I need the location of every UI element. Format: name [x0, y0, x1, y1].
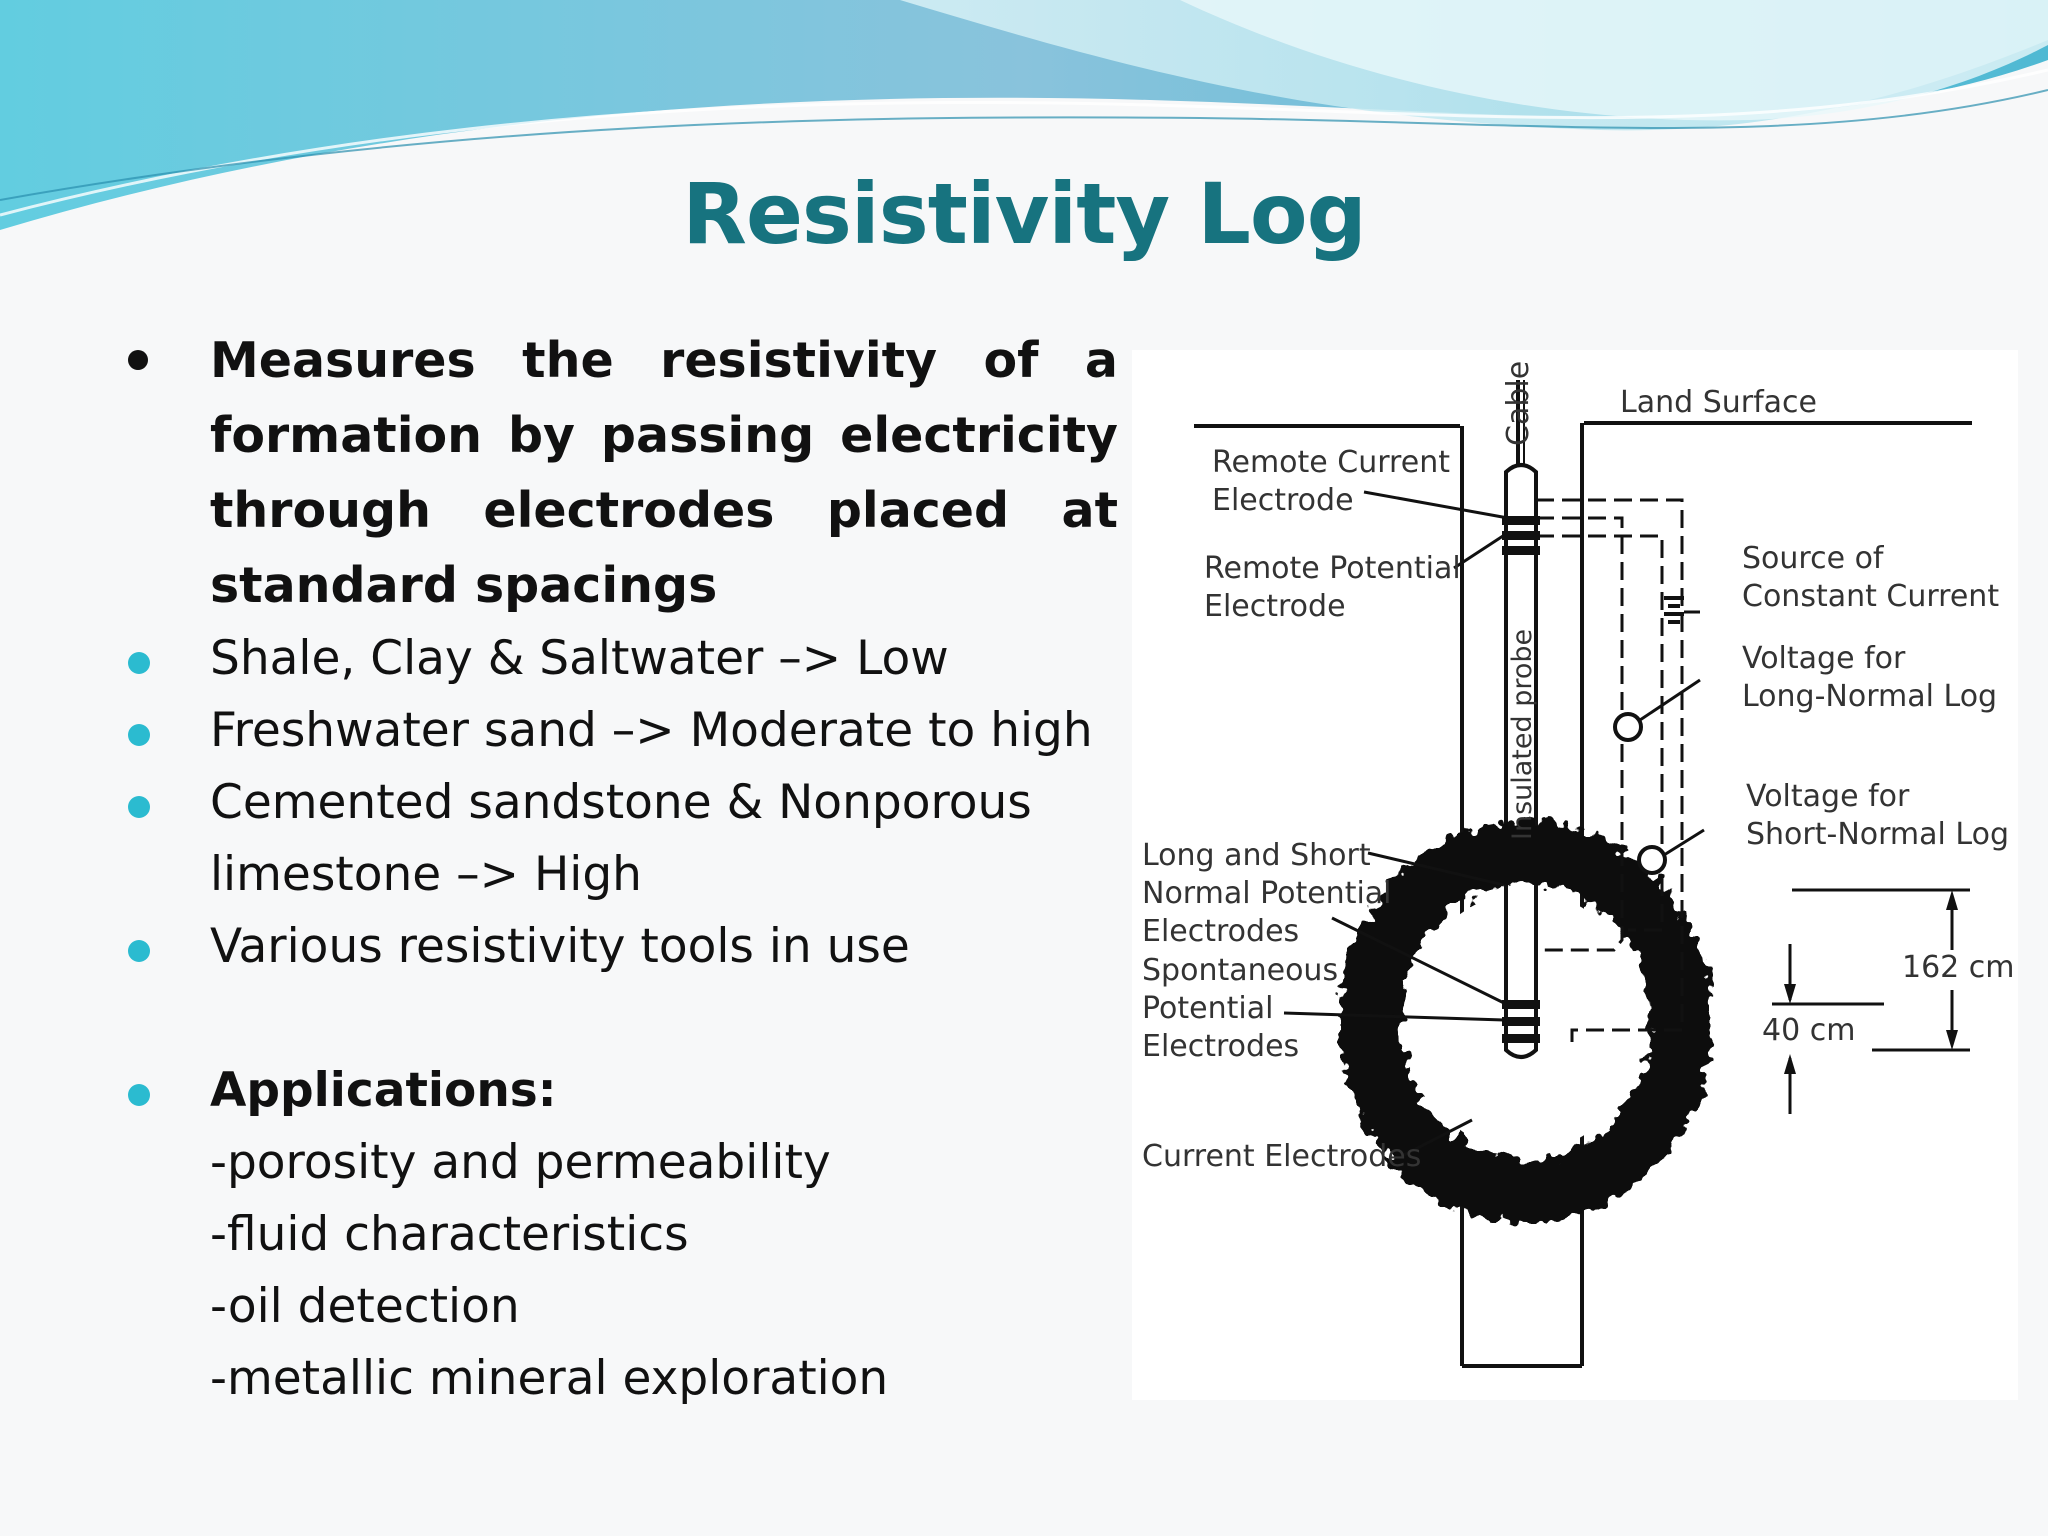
short-normal-voltmeter-icon — [1639, 847, 1665, 873]
applications-heading: Applications: — [210, 1063, 557, 1118]
bullet-dot — [128, 350, 148, 370]
applications-heading-item — [128, 1055, 1118, 1127]
long-short-label: Long and Short — [1142, 838, 1371, 873]
spacer — [128, 983, 1118, 1055]
electrode-band — [1502, 546, 1540, 555]
application-item: -metallic mineral exploration — [210, 1351, 889, 1406]
sp-label: Potential — [1142, 991, 1274, 1026]
land-surface-label: Land Surface — [1620, 385, 1817, 420]
remote-potential-label: Remote Potential — [1204, 551, 1461, 586]
short-normal-label: Short-Normal Log — [1746, 817, 2009, 852]
application-item: -porosity and permeability — [210, 1135, 831, 1190]
current-electrode-band — [1502, 1034, 1540, 1043]
bullet-text: Freshwater sand –> Moderate to high — [210, 703, 1093, 758]
bullet-item — [128, 623, 1118, 695]
bullet-dot — [128, 796, 150, 818]
application-item: -oil detection — [210, 1279, 520, 1334]
source-label: Source of — [1742, 541, 1884, 576]
bullet-text: Shale, Clay & Saltwater –> Low — [210, 631, 949, 686]
cable-label: Cable — [1501, 360, 1536, 446]
sp-label: Spontaneous — [1142, 953, 1339, 988]
bullet-text: Various resistivity tools in use — [210, 919, 910, 974]
bullet-item — [128, 695, 1118, 767]
bullet-text: Cemented sandstone & Nonporous limestone –> High — [210, 775, 1032, 902]
long-normal-label: Long-Normal Log — [1742, 679, 1998, 714]
long-short-label: Electrodes — [1142, 914, 1300, 949]
bullet-text: Measures the resistivity of a formation by passing electricity through electrodes placed at standard spacings — [210, 332, 1118, 614]
insulated-probe-label: Insulated probe — [1507, 628, 1538, 840]
slide-title: Resistivity Log — [682, 165, 1366, 263]
bullet-item — [128, 911, 1118, 983]
remote-current-label: Remote Current — [1212, 445, 1450, 480]
bullet-list — [128, 323, 1118, 1415]
bullet-dot — [128, 652, 150, 674]
sp-electrode-band — [1502, 1017, 1540, 1026]
current-electrodes-label: Current Electrodes — [1142, 1139, 1422, 1174]
dimension-40-label: 40 cm — [1762, 1013, 1856, 1048]
short-normal-label: Voltage for — [1746, 779, 1910, 814]
sp-electrode-band — [1502, 1000, 1540, 1009]
remote-potential-label: Electrode — [1204, 589, 1346, 624]
dimension-162-label: 162 cm — [1902, 950, 2015, 985]
bullet-dot — [128, 1084, 150, 1106]
long-short-label: Normal Potential — [1142, 876, 1392, 911]
application-item: -fluid characteristics — [210, 1207, 689, 1262]
remote-potential-electrode-band — [1502, 531, 1540, 540]
bullet-dot — [128, 940, 150, 962]
long-normal-label: Voltage for — [1742, 641, 1906, 676]
sp-label: Electrodes — [1142, 1029, 1300, 1064]
resistivity-log-diagram — [1132, 350, 2018, 1400]
bullet-dot — [128, 724, 150, 746]
source-label: Constant Current — [1742, 579, 2000, 614]
remote-current-label: Electrode — [1212, 483, 1354, 518]
long-normal-voltmeter-icon — [1615, 714, 1641, 740]
bullet-item — [128, 767, 1118, 911]
bullet-item — [128, 323, 1118, 623]
